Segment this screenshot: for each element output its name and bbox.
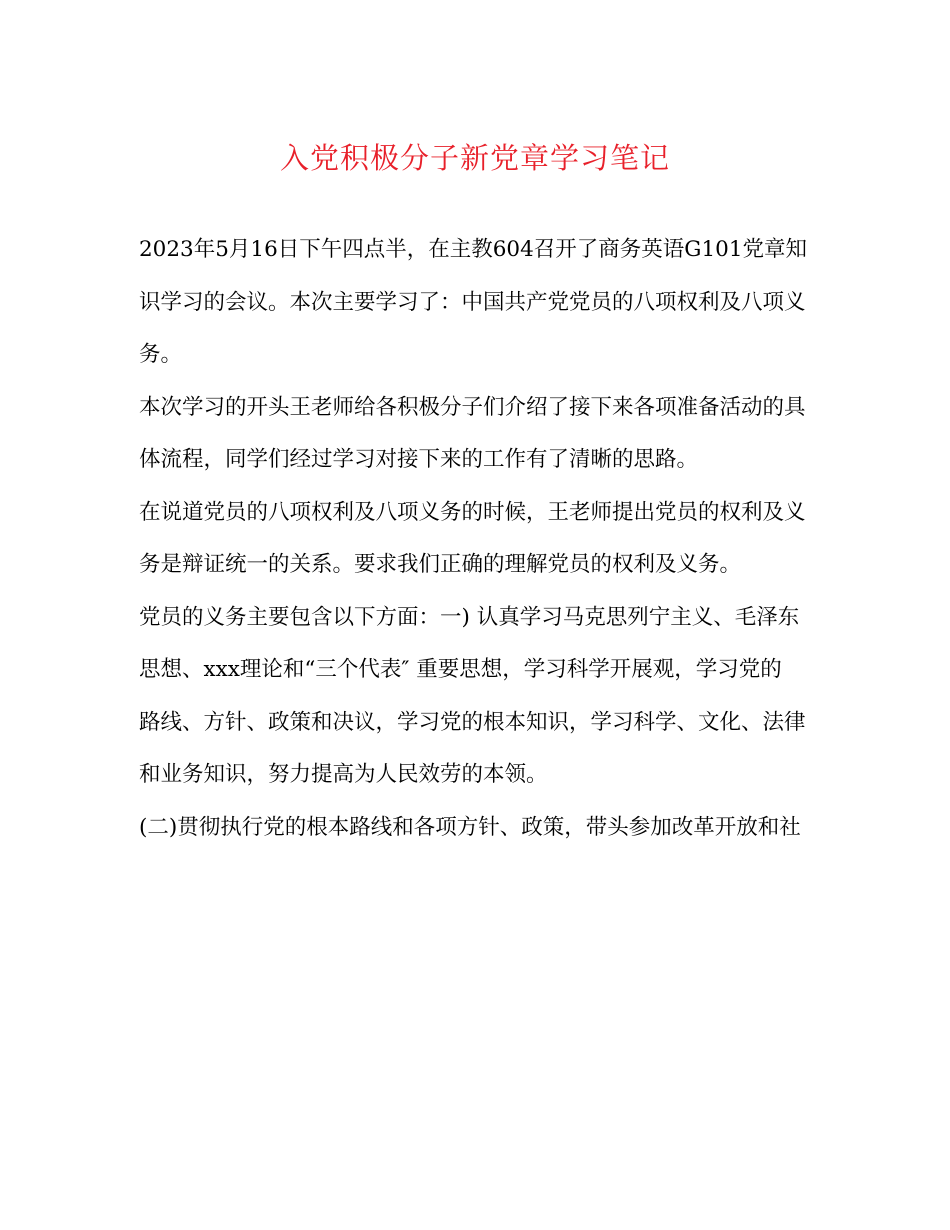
document-title: 入党积极分子新党章学习笔记 — [279, 141, 670, 175]
body-line: 务是辩证统一的关系。要求我们正确的理解党员的权利及义务。 — [139, 552, 742, 577]
body-line: (二)贯彻执行党的根本路线和各项方针、政策，带头参加改革开放和社 — [139, 814, 801, 840]
body-line: 路线、方针、政策和决议，学习党的根本知识，学习科学、文化、法律 — [139, 709, 806, 735]
body-line: 2023年5月16日下午四点半，在主教604召开了商务英语G101党章知 — [139, 237, 808, 262]
document-body — [139, 224, 819, 854]
body-line: 本次学习的开头王老师给各积极分子们介绍了接下来各项准备活动的具 — [139, 394, 806, 420]
body-line: 思想、xxx理论和“三个代表″ 重要思想，学习科学开展观，学习党的 — [139, 657, 782, 682]
body-line: 和业务知识，努力提高为人民效劳的本领。 — [139, 762, 548, 787]
body-line: 务。 — [139, 342, 183, 367]
body-line: 在说道党员的八项权利及八项义务的时候，王老师提出党员的权利及义 — [139, 499, 806, 525]
body-line: 体流程，同学们经过学习对接下来的工作有了清晰的思路。 — [139, 447, 699, 472]
body-line: 识学习的会议。本次主要学习了：中国共产党党员的八项权利及八项义 — [139, 289, 806, 315]
body-line: 党员的义务主要包含以下方面：一) 认真学习马克思列宁主义、毛泽东 — [139, 604, 800, 630]
